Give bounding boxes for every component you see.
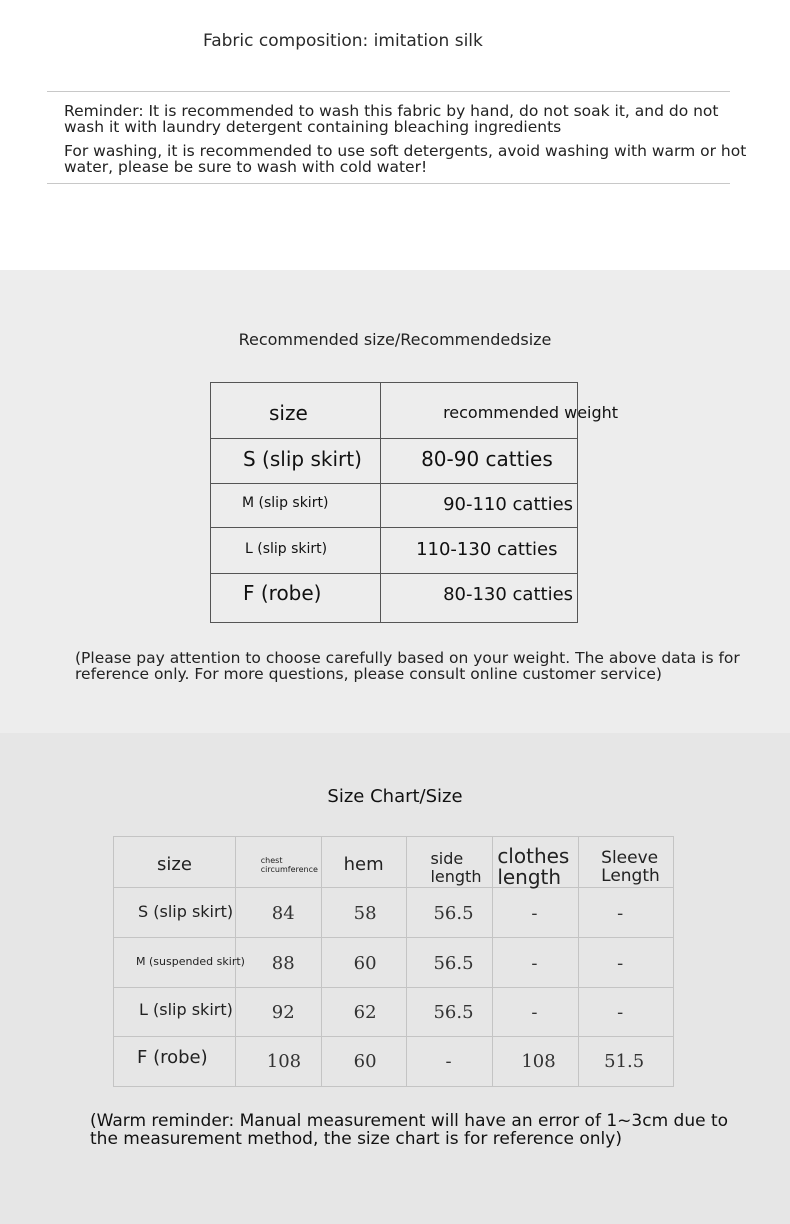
sleeve-length-cell: - — [617, 953, 624, 974]
sleeve-length-cell: - — [617, 1002, 624, 1023]
measurement-reminder: (Warm reminder: Manual measurement will have an error of 1~3cm due to the measurement method, the size chart is for reference only) — [90, 1111, 729, 1149]
washing-advice: For washing, it is recommended to use soft detergents, avoid washing with warm or hot water, please be sure to wash with cold water! — [64, 142, 747, 176]
header-clothes-line2: length — [497, 865, 562, 889]
side-length-cell: - — [445, 1051, 452, 1072]
header-chest — [261, 856, 318, 874]
size-cell: F (robe) — [137, 1047, 208, 1068]
chest-cell: 92 — [271, 1002, 295, 1023]
size-cell: M (slip skirt) — [242, 495, 329, 511]
chest-cell: 108 — [266, 1051, 302, 1072]
table-header-row — [211, 383, 578, 439]
table-row — [114, 1037, 674, 1087]
size-cell: F (robe) — [243, 581, 322, 605]
header-sleeve-line1: Sleeve — [601, 848, 659, 868]
header-clothes-line1: clothes — [497, 844, 570, 868]
clothes-length-cell: - — [531, 1002, 538, 1023]
table-row — [211, 528, 578, 574]
header-sleeve-length — [601, 849, 660, 885]
hem-cell: 58 — [353, 903, 377, 924]
header-sleeve-line2: Length — [601, 866, 660, 886]
wash-reminder: Reminder: It is recommended to wash this fabric by hand, do not soak it, and do not wash it with laundry detergent containing bleaching ingredients — [64, 102, 719, 136]
divider-bottom — [47, 183, 730, 184]
recommended-size-table — [210, 382, 619, 623]
size-cell: M (suspended skirt) — [136, 955, 245, 968]
table-row — [211, 574, 578, 623]
size-cell: L (slip skirt) — [245, 541, 328, 557]
header-chest-line1: chest — [260, 856, 283, 865]
weight-advice-note: (Please pay attention to choose carefully based on your weight. The above data is for reference only. For more questions, please consult online customer service) — [75, 649, 740, 683]
clothes-length-cell: 108 — [521, 1051, 556, 1072]
table-row — [211, 484, 578, 528]
size-cell: S (slip skirt) — [243, 447, 362, 471]
recommended-size-title: Recommended size/Recommendedsize — [238, 330, 552, 349]
size-chart-title: Size Chart/Size — [327, 786, 463, 807]
header-hem: hem — [343, 854, 384, 875]
chest-cell: 88 — [271, 953, 295, 974]
weight-cell: 80-130 catties — [443, 584, 574, 605]
header-size: size — [157, 854, 192, 875]
clothes-length-cell: - — [531, 953, 538, 974]
header-recommended-weight: recommended weight — [443, 403, 619, 422]
header-side-line2: length — [430, 867, 482, 886]
side-length-cell: 56.5 — [433, 903, 474, 924]
table-row — [114, 938, 674, 988]
weight-cell: 110-130 catties — [416, 539, 558, 560]
side-length-cell: 56.5 — [433, 953, 474, 974]
header-size: size — [269, 401, 308, 425]
hem-cell: 60 — [353, 1051, 377, 1072]
header-clothes-length — [497, 846, 569, 888]
sleeve-length-cell: - — [617, 903, 624, 924]
size-chart-table — [113, 836, 674, 1087]
weight-cell: 90-110 catties — [443, 494, 574, 515]
header-chest-line2: circumference — [260, 865, 318, 874]
header-side-line1: side — [430, 849, 464, 868]
table-row — [211, 439, 578, 484]
clothes-length-cell: - — [531, 903, 538, 924]
hem-cell: 60 — [353, 953, 377, 974]
table-header-row — [114, 837, 674, 888]
chest-cell: 84 — [271, 903, 295, 924]
side-length-cell: 56.5 — [433, 1002, 474, 1023]
divider-top — [47, 91, 730, 92]
size-cell: S (slip skirt) — [138, 902, 234, 921]
hem-cell: 62 — [353, 1002, 377, 1023]
size-cell: L (slip skirt) — [139, 1000, 233, 1019]
table-row — [114, 988, 674, 1037]
weight-cell: 80-90 catties — [421, 447, 553, 471]
fabric-composition: Fabric composition: imitation silk — [203, 31, 483, 51]
sleeve-length-cell: 51.5 — [604, 1051, 645, 1072]
header-side-length — [430, 850, 481, 886]
table-row — [114, 888, 674, 938]
